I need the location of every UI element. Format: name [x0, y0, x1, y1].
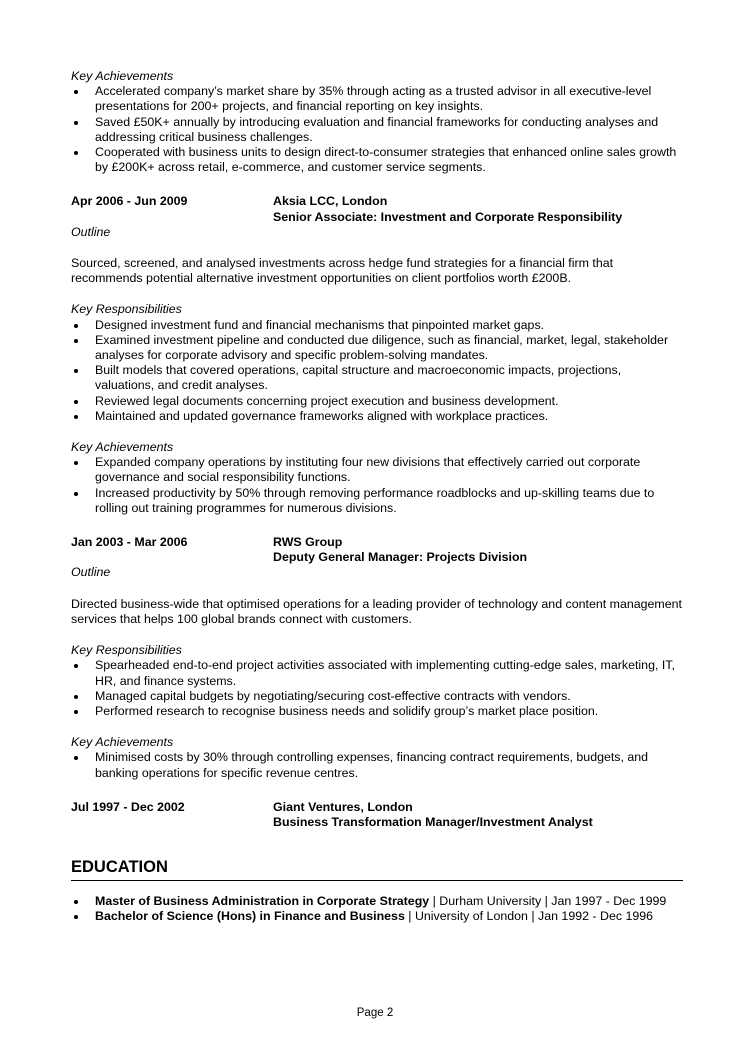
list-item: [71, 894, 683, 909]
job-company: Giant Ventures, London: [273, 799, 413, 814]
job-header: [71, 535, 683, 565]
job-header: [71, 194, 683, 224]
job-dates: Jul 1997 - Dec 2002: [71, 799, 185, 814]
bullet-icon: [74, 710, 78, 714]
list-item: Examined investment pipeline and conducted due diligence, such as financial, market, legal, stakeholder analyses for corporate advisory and specific problem-solving mandates.: [71, 333, 683, 363]
education-list: [71, 894, 683, 924]
degree-name: Bachelor of Science (Hons) in Finance and Business: [95, 909, 405, 924]
bullet-icon: [74, 400, 78, 404]
education-heading: EDUCATION: [71, 857, 683, 881]
responsibilities-subheading: Key Responsibilities: [71, 302, 182, 317]
list-item: Managed capital budgets by negotiating/securing cost-effective contracts with vendors.: [71, 689, 683, 704]
bullet-icon: [74, 695, 78, 699]
page-number: Page 2: [356, 1007, 394, 1019]
degree-details: | University of London | Jan 1992 - Dec 1996: [404, 909, 654, 924]
job-dates: Apr 2006 - Jun 2009: [71, 194, 188, 209]
job-title: Deputy General Manager: Projects Division: [273, 550, 528, 565]
bullet-icon: [74, 664, 78, 668]
responsibilities-list: [71, 318, 683, 424]
list-item: Spearheaded end-to-end project activities associated with implementing cutting-edge sales, marketing, IT, HR, and finance systems.: [71, 658, 683, 688]
achievements-subheading: Key Achievements: [71, 69, 174, 83]
bullet-icon: [74, 492, 78, 496]
outline-text: Sourced, screened, and analysed investments across hedge fund strategies for a financial firm that recommends potential alternative investment opportunities on client portfolios worth £200B.: [71, 256, 614, 286]
bullet-icon: [74, 90, 78, 94]
list-item: Saved £50K+ annually by introducing evaluation and financial frameworks for conducting analyses and addressing critical business challenges.: [71, 115, 683, 145]
responsibilities-subheading: Key Responsibilities: [71, 643, 182, 658]
bullet-icon: [74, 151, 78, 155]
list-item: Maintained and updated governance frameworks aligned with workplace practices.: [71, 409, 683, 424]
job-company: RWS Group: [273, 535, 343, 550]
list-item: [71, 909, 683, 924]
bullet-icon: [74, 461, 78, 465]
list-item: Accelerated company’s market share by 35% through acting as a trusted advisor in all executive-level presentations for 200+ projects, and financial reporting on key insights.: [71, 84, 683, 114]
outline-text: Directed business-wide that optimised operations for a leading provider of technology and content management services that helps 100 global brands connect with customers.: [71, 596, 682, 626]
outline-subheading: Outline: [71, 565, 111, 580]
bullet-icon: [74, 339, 78, 343]
list-item: Designed investment fund and financial mechanisms that pinpointed market gaps.: [71, 318, 683, 333]
bullet-icon: [74, 756, 78, 760]
job-dates: Jan 2003 - Mar 2006: [71, 535, 188, 550]
job-header: [71, 800, 683, 830]
achievements-list: [71, 455, 683, 516]
responsibilities-list: [71, 658, 683, 719]
list-item: Expanded company operations by instituting four new divisions that effectively carried out corporate governance and social responsibility functions.: [71, 455, 683, 485]
list-item: Increased productivity by 50% through removing performance roadblocks and up-skilling teams due to rolling out training programmes for numerous divisions.: [71, 486, 683, 516]
list-item: Reviewed legal documents concerning project execution and business development.: [71, 394, 683, 409]
bullet-icon: [74, 415, 78, 419]
degree-name: Master of Business Administration in Corporate Strategy: [95, 894, 430, 909]
list-item: Cooperated with business units to design direct-to-consumer strategies that enhanced online sales growth by £200K+ across retail, e-commerce, and customer service segments.: [71, 145, 683, 175]
job-title: Business Transformation Manager/Investment Analyst: [273, 814, 593, 829]
list-item: Built models that covered operations, capital structure and macroeconomic impacts, projections, valuations, and credit analyses.: [71, 363, 683, 393]
resume-page: [71, 69, 683, 925]
bullet-icon: [74, 915, 78, 919]
bullet-icon: [74, 369, 78, 373]
achievements-subheading: Key Achievements: [71, 735, 174, 750]
bullet-icon: [74, 900, 78, 904]
bullet-icon: [74, 324, 78, 328]
list-item: Minimised costs by 30% through controlling expenses, financing contract requirements, budgets, and banking operations for specific revenue centres.: [71, 750, 683, 780]
job-title: Senior Associate: Investment and Corporate Responsibility: [273, 209, 623, 224]
degree-details: | Durham University | Jan 1997 - Dec 1999: [429, 894, 667, 909]
achievements-list: [71, 84, 683, 175]
achievements-subheading: Key Achievements: [71, 440, 174, 455]
list-item: Performed research to recognise business needs and solidify group’s market place position.: [71, 704, 683, 719]
bullet-icon: [74, 121, 78, 125]
achievements-list: [71, 750, 683, 780]
job-company: Aksia LCC, London: [273, 194, 388, 209]
outline-subheading: Outline: [71, 224, 111, 239]
